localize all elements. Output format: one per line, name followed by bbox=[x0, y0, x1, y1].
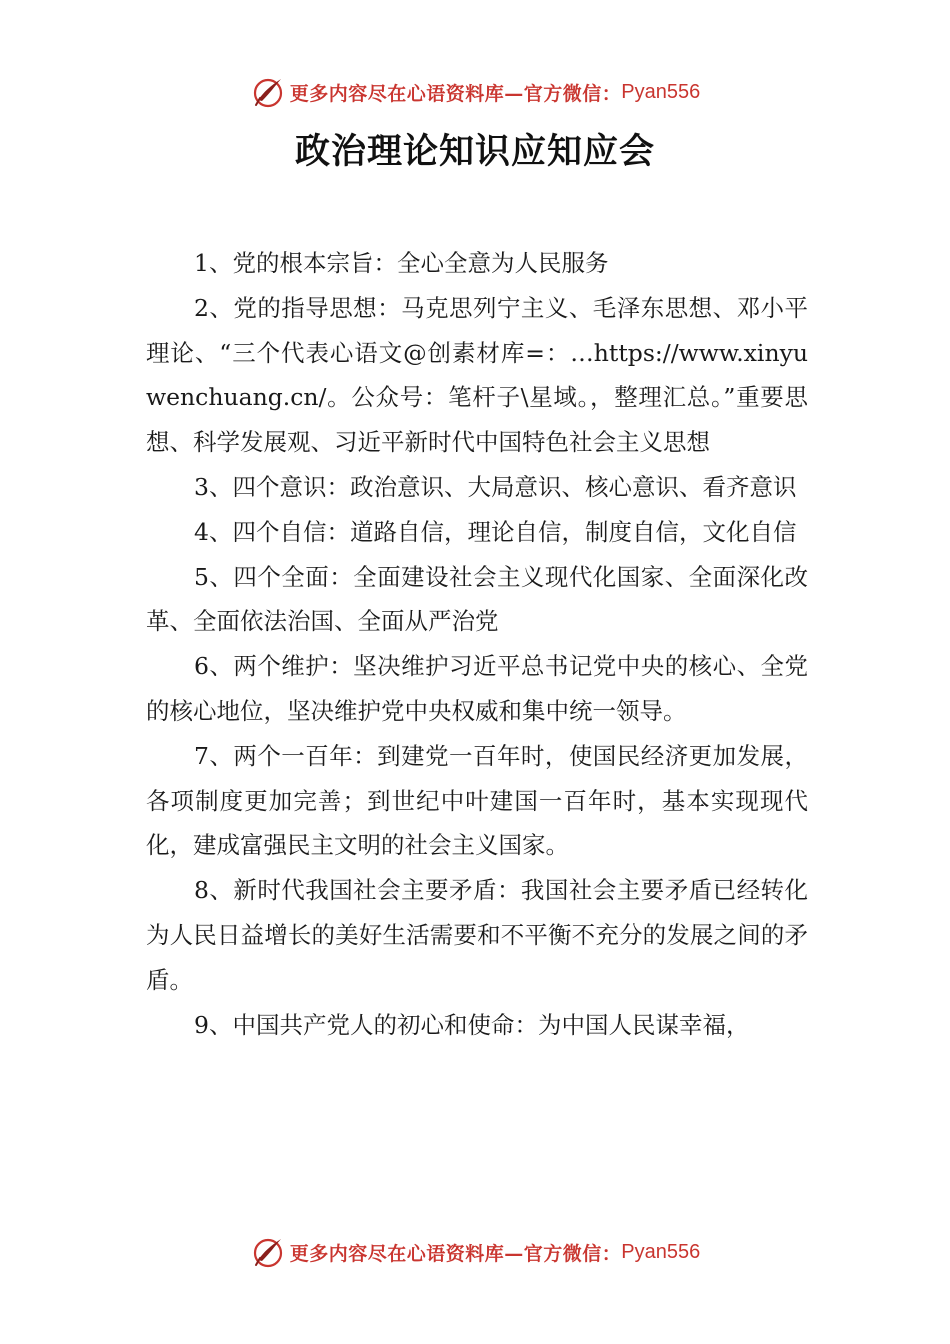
quill-swirl-logo-icon bbox=[250, 1234, 286, 1270]
list-item: 1、党的根本宗旨：全心全意为人民服务 bbox=[194, 249, 609, 277]
header-watermark-banner bbox=[0, 72, 950, 112]
document-body bbox=[146, 241, 808, 1047]
banner-text: 更多内容尽在心语资料库—官方微信： bbox=[289, 1242, 622, 1265]
banner-wechat-handle: Pyan556 bbox=[621, 1240, 701, 1263]
banner-text: 更多内容尽在心语资料库—官方微信： bbox=[289, 82, 622, 105]
list-item: 5、四个全面：全面建设社会主义现代化国家、全面深化改革、全面依法治国、全面从严治党 bbox=[146, 562, 808, 636]
quill-swirl-logo-icon bbox=[250, 74, 286, 110]
list-item: 7、两个一百年：到建党一百年时，使国民经济更加发展，各项制度更加完善；到世纪中叶建国一百年时，基本实现现代化，建成富强民主文明的社会主义国家。 bbox=[146, 741, 808, 860]
list-item: 8、新时代我国社会主要矛盾：我国社会主要矛盾已经转化为人民日益增长的美好生活需要和不平衡不充分的发展之间的矛盾。 bbox=[146, 876, 808, 994]
list-item: 3、四个意识：政治意识、大局意识、核心意识、看齐意识 bbox=[194, 472, 797, 501]
list-item: 4、四个自信：道路自信，理论自信，制度自信，文化自信 bbox=[194, 517, 797, 546]
list-item: 2、党的指导思想：马克思列宁主义、毛泽东思想、邓小平理论、“三个代表心语文@创素材库=：…https://www.xinyuwenchuang.cn/。公众号：笔杆子\星域。，整理汇总。”重要思想、科学发展观、习近平新时代中国特色社会主义思想 bbox=[146, 293, 808, 457]
document-title: 政治理论知识应知应会 bbox=[294, 131, 655, 172]
list-item: 9、中国共产党人的初心和使命：为中国人民谋幸福， bbox=[194, 1010, 750, 1039]
banner-wechat-handle: Pyan556 bbox=[621, 80, 701, 103]
list-item: 6、两个维护：坚决维护习近平总书记党中央的核心、全党的核心地位，坚决维护党中央权威和集中统一领导。 bbox=[146, 652, 808, 725]
footer-watermark-banner bbox=[0, 1232, 950, 1272]
